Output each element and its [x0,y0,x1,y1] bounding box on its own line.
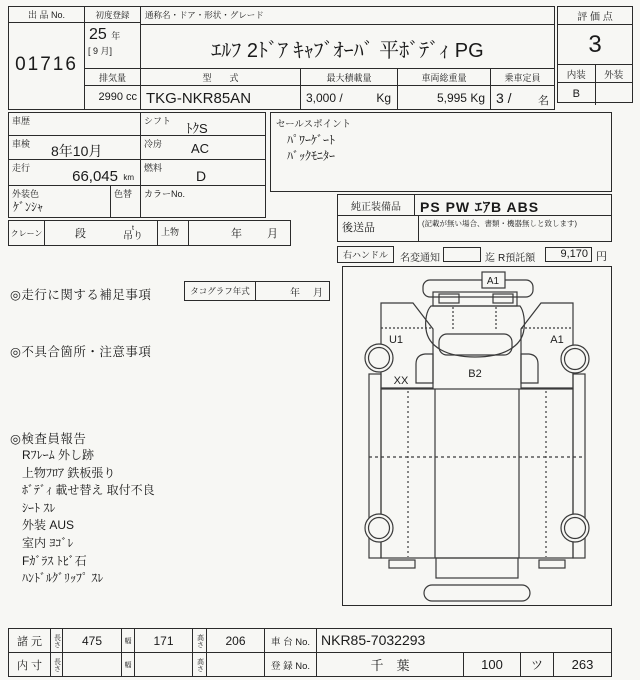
history-cell [8,112,141,136]
inspection-cell [8,135,141,160]
rear-right-mudflap [539,560,565,568]
interior-exterior-values [558,83,632,105]
inspector-report-item: Fｶﾞﾗｽ ﾄﾋﾞ石 [22,553,87,568]
exterior-grade [596,83,633,105]
inner-length-value [62,652,122,677]
mileage-label: 走行 [12,163,31,173]
equipment-value: PS PW ｴｱB ABS [420,199,540,215]
registration-class: 100 [463,652,521,677]
rear-bumper [424,585,530,601]
tachograph-value [256,282,329,300]
cargo-bed [381,389,573,558]
length-header: 長さ [50,628,63,653]
inner-length-header: 長さ [50,652,63,677]
inspector-report-title: ◎検査員報告 [10,432,87,446]
first-registration-cell [84,6,141,69]
gross-weight-cell [397,68,491,110]
crane-tsuri-label: 吊り [123,230,143,242]
crane-value-cell [44,220,158,246]
truck-outline [365,272,589,601]
model-code-cell [140,68,301,110]
sales-points-title: セールスポイント [276,119,352,130]
fuel-cell [140,159,266,186]
front-left-wheel [365,344,393,372]
body-cell [157,220,189,246]
rename-notice-box [443,247,481,262]
inspection-value: 8年10月 [51,143,103,159]
lot-number-value: 01716 [15,54,78,75]
first-registration-year: 25 年 [89,26,121,43]
cab-vent-right [493,294,513,303]
height-value: 206 [206,628,265,653]
history-label: 車歴 [12,116,31,126]
displacement-value: 2990 cc [98,91,137,103]
cab-vent-left [439,294,459,303]
later-items-label: 後送品 [338,216,419,241]
left-quarter-vent [416,354,433,383]
shift-cell [140,112,266,136]
max-load-label: 最大積載量 [301,69,397,86]
inspector-report-item: 上物ﾌﾛｱ 鉄板張り [22,465,116,480]
damage-label-windshield: B2 [468,368,482,380]
right-handle-badge: 右ハンドル [337,246,394,263]
rear-left-mudflap [389,560,415,568]
damage-label-top: A1 [486,276,500,287]
first-registration-label: 初度登録 [85,7,140,23]
inner-height-header: 高さ [192,652,207,677]
color-no-cell [140,185,266,218]
sales-point-item: ﾊﾟﾜｰｹﾞｰﾄ [287,133,336,147]
cooling-label: 冷房 [144,139,163,149]
model-code-label: 型 式 [141,69,300,86]
registration-number: 263 [553,652,612,677]
deposit-label: R預託額 [498,253,536,264]
vehicle-name-cell [140,6,555,69]
cab-roof-panel [426,306,525,357]
grade-box [557,6,633,103]
windshield-glass [439,334,512,355]
interior-label: 内装 [558,65,596,82]
exterior-color-cell [8,185,111,218]
width-header: 幅 [121,628,135,653]
capacity-unit: 名 [538,95,549,107]
later-items-row [337,215,612,242]
max-load-cell [300,68,398,110]
sales-point-item: ﾊﾞｯｸﾓﾆﾀｰ [287,149,336,163]
inspector-report-item: 室内 ﾖｺﾞﾚ [22,535,74,550]
specs-row1-label: 諸 元 [8,628,51,653]
defect-notes-title: ◎不具合箇所・注意事項 [10,345,152,359]
grade-label: 評 価 点 [558,7,632,25]
later-items-note: (記載が無い場合、書類・機器無しと致します) [422,219,577,228]
chassis-no-value: NKR85-7032293 [316,628,612,653]
recolor-cell [110,185,141,218]
exterior-color-label: 外装色 [12,189,40,199]
inner-width-header: 幅 [121,652,135,677]
front-right-wheel [561,345,589,373]
body-year-unit: 年 [231,228,242,240]
capacity-value: 3 / [496,90,512,106]
inspection-label: 車検 [12,139,31,149]
damage-label-left-wheel: XX [393,375,409,387]
color-no-label: カラーNo. [144,189,186,199]
inspector-report-item: Rﾌﾚｰﾑ 外し跡 [22,448,95,462]
length-value: 475 [62,628,122,653]
fuel-value: D [196,168,207,184]
specs-row2-label: 内 寸 [8,652,51,677]
chassis-no-label: 車 台 No. [264,628,317,653]
body-label: 上物 [161,227,180,237]
inspector-report-list [22,447,155,588]
rename-notice-label: 名変通知 [400,253,440,264]
sales-points-box [270,112,612,192]
registration-no-label: 登 録 No. [264,652,317,677]
equipment-row [337,194,612,216]
mileage-value: 66,045 [72,168,118,185]
grade-value: 3 [558,25,632,65]
interior-exterior-header [558,65,632,83]
shift-value: ﾄｸS [186,121,208,136]
equipment-label: 純正装備品 [338,195,415,215]
rear-left-wheel [365,514,393,542]
yen-label: 円 [596,251,607,263]
tachograph-year-unit: 年 [290,287,300,299]
inspector-report-item: ﾎﾞﾃﾞｨ 載せ替え 取付不良 [22,483,155,498]
gross-weight-value: 5,995 Kg [436,91,485,105]
damage-label-left-panel: U1 [388,334,404,346]
exterior-label: 外装 [604,69,624,81]
inner-height-value [206,652,265,677]
crane-t-unit: t [132,224,134,232]
right-quarter-vent [521,354,538,383]
rear-right-wheel [561,514,589,542]
vehicle-name-label: 通称名・ドア・形状・グレード [141,7,554,25]
crane-dan-label: 段 [75,228,86,240]
recolor-label: 色替 [114,189,133,199]
interior-grade: B [558,83,596,105]
fuel-label: 燃料 [144,163,163,173]
registration-area: 千 葉 [316,652,464,677]
height-header: 高さ [192,628,207,653]
crane-tsuri-stack [123,225,143,242]
displacement-cell [84,68,141,110]
cooling-value: AC [191,141,210,156]
tachograph-box [184,281,330,301]
exterior-color-value: ｹﾞﾝｼｬ [13,200,44,214]
inspector-report-item: 外装 AUS [22,518,75,533]
model-code-value: TKG-NKR85AN [146,90,252,107]
body-month-unit: 月 [267,228,278,240]
shift-label: シフト [144,116,172,126]
capacity-cell [490,68,555,110]
body-year-cell [188,220,291,246]
registration-kana: ツ [520,652,554,677]
capacity-label: 乗車定員 [491,69,554,86]
max-load-unit: Kg [376,91,391,105]
cooling-cell [140,135,266,160]
lot-number-label: 出 品 No. [9,7,84,23]
inspector-report-item: ﾊﾝﾄﾞﾙｸﾞﾘｯﾌﾟ ｽﾚ [22,571,104,586]
lot-number-cell [8,6,85,110]
right-side-panel [521,303,573,388]
until-label: 迄 [485,253,495,264]
inner-width-value [134,652,193,677]
damage-label-right-panel: A1 [550,334,564,346]
mileage-note-title: ◎走行に関する補足事項 [10,288,152,302]
deposit-value-box: 9,170 [545,247,592,262]
vehicle-name-value: ｴﾙﾌ 2ﾄﾞｱ ｷｬﾌﾞｵｰﾊﾞ 平ﾎﾞﾃﾞｨ PG [211,39,484,62]
capacity-value-row [491,86,554,108]
truck-diagram [343,267,611,605]
crane-cell [8,220,45,246]
displacement-label: 排気量 [85,69,140,86]
tachograph-month-unit: 月 [313,287,323,299]
max-load-value-row [301,86,397,105]
first-registration-month: [ 9 月] [88,46,113,56]
damage-diagram-box [342,266,612,606]
inspector-report-item: ｼｰﾄ ｽﾚ [22,500,56,515]
mileage-unit: km [123,173,134,182]
mileage-cell [8,159,141,186]
crane-label: クレーン [10,228,43,238]
width-value: 171 [134,628,193,653]
bed-rear-extension [436,558,518,578]
tachograph-label: タコグラフ年式 [185,282,256,300]
max-load-value: 3,000 / [306,91,343,105]
gross-weight-label: 車両総重量 [398,69,490,86]
